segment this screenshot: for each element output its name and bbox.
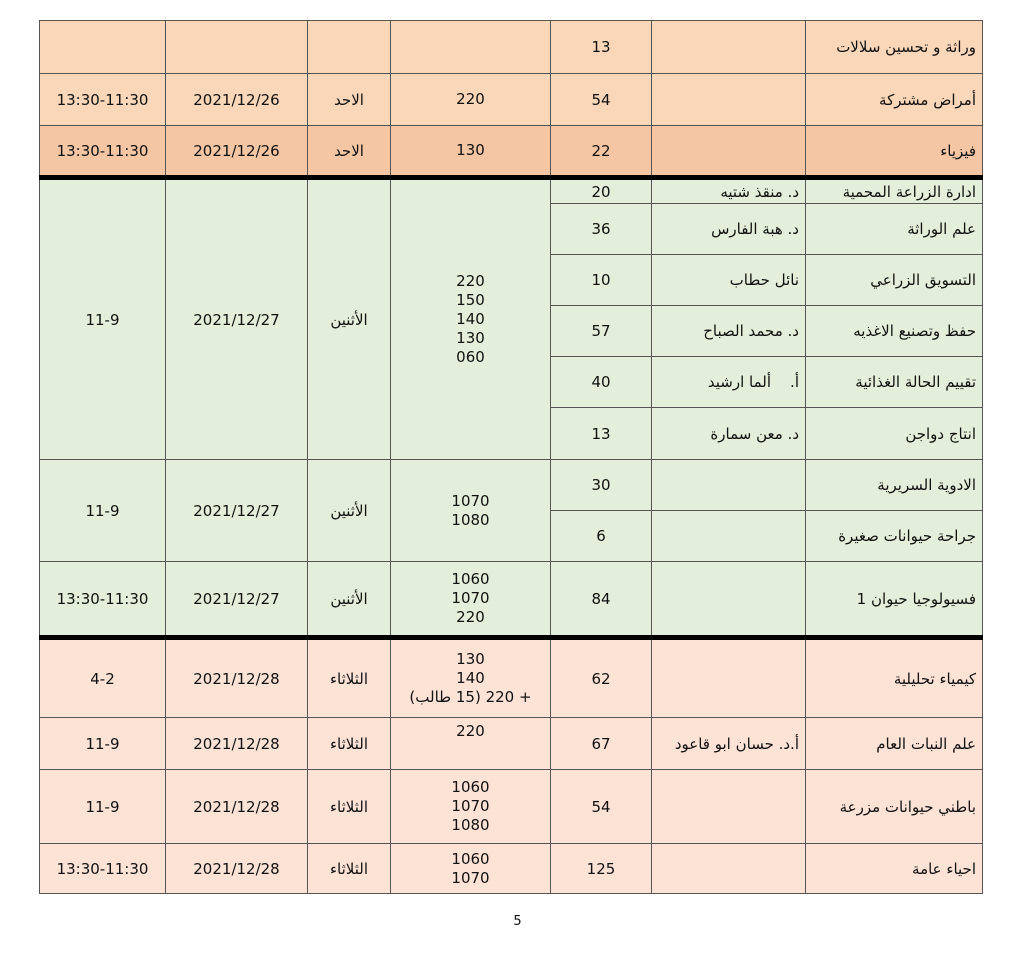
table-row	[40, 126, 983, 178]
room-number: 1070	[451, 491, 490, 510]
student-count-cell: 54	[551, 74, 652, 126]
course-cell: كيمياء تحليلية	[806, 638, 983, 718]
room-cell	[391, 126, 551, 178]
room-number: 220	[456, 272, 485, 290]
date-cell: 2021/12/26	[166, 126, 308, 178]
room-number: 1070	[451, 868, 490, 887]
table-row	[40, 562, 983, 638]
room-number: 1070	[451, 589, 490, 607]
day-cell: الأثنين	[308, 460, 391, 562]
student-count-cell: 67	[551, 718, 652, 770]
room-number: 220	[456, 608, 485, 626]
table-row	[40, 718, 983, 770]
room-cell	[391, 460, 551, 562]
date-cell: 2021/12/28	[166, 718, 308, 770]
instructor-cell: د. محمد الصباح	[652, 306, 806, 357]
date-cell: 2021/12/27	[166, 562, 308, 638]
room-number: 1080	[451, 510, 490, 529]
day-cell: الثلاثاء	[308, 770, 391, 844]
instructor-cell	[652, 21, 806, 74]
student-count-cell: 125	[551, 844, 652, 894]
table-row	[40, 770, 983, 844]
room-number: 140	[456, 310, 485, 328]
room-cell	[391, 562, 551, 638]
course-cell: علم النبات العام	[806, 718, 983, 770]
instructor-cell: أ.د. حسان ابو قاعود	[652, 718, 806, 770]
table-row	[40, 178, 983, 204]
day-cell	[308, 21, 391, 74]
student-count-cell: 84	[551, 562, 652, 638]
room-number: 1060	[451, 570, 490, 588]
room-number: 1060	[451, 778, 490, 796]
room-number: 130	[456, 141, 485, 159]
course-cell: علم الوراثة	[806, 204, 983, 255]
day-cell: الأثنين	[308, 178, 391, 460]
instructor-cell	[652, 511, 806, 562]
instructor-cell	[652, 562, 806, 638]
instructor-cell	[652, 74, 806, 126]
room-number: 220	[456, 722, 485, 740]
room-number: 1080	[451, 816, 490, 834]
course-cell: الادوية السريرية	[806, 460, 983, 511]
course-cell: احياء عامة	[806, 844, 983, 894]
course-cell: أمراض مشتركة	[806, 74, 983, 126]
time-cell: 11-9	[40, 770, 166, 844]
student-count-cell: 54	[551, 770, 652, 844]
room-cell	[391, 74, 551, 126]
instructor-cell: أ. ألما ارشيد	[652, 357, 806, 408]
room-number: 1060	[451, 849, 490, 868]
instructor-cell: د. هبة الفارس	[652, 204, 806, 255]
student-count-cell: 10	[551, 255, 652, 306]
date-cell: 2021/12/28	[166, 844, 308, 894]
course-cell: وراثة و تحسين سلالات	[806, 21, 983, 74]
room-number: 140	[456, 669, 485, 687]
day-cell: الأثنين	[308, 562, 391, 638]
course-cell: ادارة الزراعة المحمية	[806, 178, 983, 204]
student-count-cell: 6	[551, 511, 652, 562]
date-cell: 2021/12/27	[166, 460, 308, 562]
date-cell: 2021/12/28	[166, 638, 308, 718]
student-count-cell: 22	[551, 126, 652, 178]
time-cell: 13:30-11:30	[40, 562, 166, 638]
room-cell	[391, 178, 551, 460]
table-row	[40, 21, 983, 74]
time-cell: 11-9	[40, 178, 166, 460]
table-row	[40, 844, 983, 894]
day-cell: الثلاثاء	[308, 718, 391, 770]
course-cell: حفظ وتصنيع الاغذيه	[806, 306, 983, 357]
room-number: + 220 (15 طالب)	[409, 688, 532, 706]
instructor-cell: د. معن سمارة	[652, 408, 806, 460]
student-count-cell: 57	[551, 306, 652, 357]
room-number: 130	[456, 329, 485, 347]
date-cell: 2021/12/26	[166, 74, 308, 126]
instructor-cell	[652, 770, 806, 844]
room-cell	[391, 844, 551, 894]
instructor-cell	[652, 460, 806, 511]
date-cell	[166, 21, 308, 74]
room-number: 060	[456, 348, 485, 366]
time-cell: 11-9	[40, 718, 166, 770]
course-cell: باطني حيوانات مزرعة	[806, 770, 983, 844]
instructor-cell	[652, 126, 806, 178]
course-cell: تقييم الحالة الغذائية	[806, 357, 983, 408]
course-cell: التسويق الزراعي	[806, 255, 983, 306]
student-count-cell: 13	[551, 408, 652, 460]
time-cell: 11-9	[40, 460, 166, 562]
student-count-cell: 40	[551, 357, 652, 408]
instructor-cell: د. منقذ شتيه	[652, 178, 806, 204]
page-number: 5	[513, 914, 522, 929]
room-number: 1070	[451, 797, 490, 815]
room-cell	[391, 21, 551, 74]
student-count-cell: 30	[551, 460, 652, 511]
room-number: 220	[456, 90, 485, 108]
date-cell: 2021/12/28	[166, 770, 308, 844]
time-cell: 13:30-11:30	[40, 126, 166, 178]
instructor-cell	[652, 844, 806, 894]
table-row	[40, 638, 983, 718]
instructor-cell	[652, 638, 806, 718]
day-cell: الثلاثاء	[308, 844, 391, 894]
day-cell: الاحد	[308, 74, 391, 126]
student-count-cell: 20	[551, 178, 652, 204]
course-cell: انتاج دواجن	[806, 408, 983, 460]
time-cell	[40, 21, 166, 74]
time-cell: 13:30-11:30	[40, 844, 166, 894]
student-count-cell: 62	[551, 638, 652, 718]
student-count-cell: 36	[551, 204, 652, 255]
course-cell: جراحة حيوانات صغيرة	[806, 511, 983, 562]
table-row	[40, 460, 983, 511]
room-number: 130	[456, 650, 485, 668]
course-cell: فسيولوجيا حيوان 1	[806, 562, 983, 638]
exam-schedule-table	[39, 20, 983, 894]
instructor-cell: نائل حطاب	[652, 255, 806, 306]
room-cell	[391, 638, 551, 718]
room-cell	[391, 718, 551, 770]
room-number: 150	[456, 291, 485, 309]
time-cell: 13:30-11:30	[40, 74, 166, 126]
time-cell: 4-2	[40, 638, 166, 718]
course-cell: فيزياء	[806, 126, 983, 178]
student-count-cell: 13	[551, 21, 652, 74]
day-cell: الثلاثاء	[308, 638, 391, 718]
day-cell: الاحد	[308, 126, 391, 178]
table-row	[40, 74, 983, 126]
room-cell	[391, 770, 551, 844]
date-cell: 2021/12/27	[166, 178, 308, 460]
